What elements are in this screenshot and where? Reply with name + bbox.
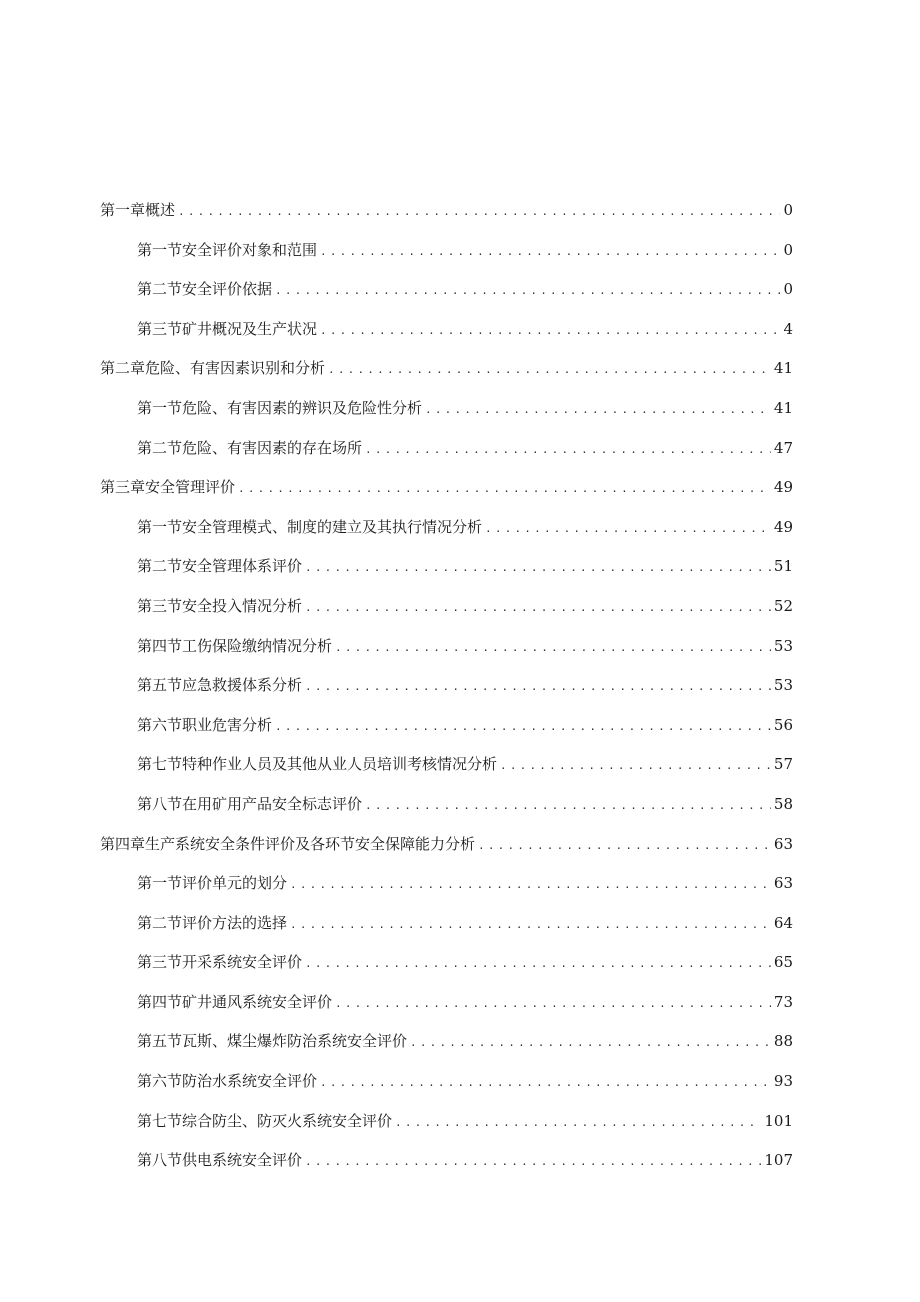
toc-entry-page: 56 [773,715,793,734]
toc-entry-title: 第三节开采系统安全评价 [137,953,303,972]
toc-entry-page: 47 [773,438,793,457]
toc-entry-title: 第二章危险、有害因素识别和分析 [100,359,326,378]
toc-leader-dots [410,1023,771,1063]
toc-entry-page: 63 [773,874,793,893]
toc-entry-title: 第一章概述 [100,201,176,219]
toc-entry[interactable] [100,429,793,469]
toc-entry[interactable] [100,785,793,825]
table-of-contents [100,191,793,1181]
toc-entry[interactable] [100,1062,793,1102]
toc-entry-title: 第三章安全管理评价 [100,478,236,497]
toc-entry-title: 第八节在用矿用产品安全标志评价 [137,794,363,813]
toc-entry[interactable] [100,349,793,389]
toc-entry[interactable] [100,627,793,667]
toc-entry-title: 第四节工伤保险缴纳情况分析 [137,636,333,655]
toc-leader-dots [395,1103,761,1143]
toc-leader-dots [178,192,780,232]
toc-entry[interactable] [100,547,793,587]
toc-entry-page: 57 [773,755,793,774]
toc-entry-page: 65 [773,953,793,972]
toc-entry-title: 第二节安全管理体系评价 [137,557,303,576]
toc-entry-title: 第二节安全评价依据 [137,280,273,299]
toc-leader-dots [365,430,771,470]
toc-entry-title: 第五节瓦斯、煤尘爆炸防治系统安全评价 [137,1032,408,1051]
toc-entry-title: 第四章生产系统安全条件评价及各环节安全保障能力分析 [100,834,476,853]
toc-leader-dots [275,271,780,311]
toc-entry-title: 第七节特种作业人员及其他从业人员培训考核情况分析 [137,755,498,774]
toc-leader-dots [500,746,771,786]
toc-entry-page: 49 [773,517,793,536]
toc-entry[interactable] [100,864,793,904]
toc-entry-page: 52 [773,596,793,615]
toc-entry[interactable] [100,943,793,983]
toc-entry-title: 第八节供电系统安全评价 [137,1151,303,1170]
toc-entry-title: 第五节应急救援体系分析 [137,676,303,695]
toc-entry[interactable] [100,468,793,508]
toc-entry-title: 第一节安全评价对象和范围 [137,240,318,259]
toc-entry[interactable] [100,745,793,785]
toc-entry-page: 41 [773,359,793,378]
toc-entry[interactable] [100,231,793,271]
toc-entry-page: 58 [773,794,793,813]
toc-entry-title: 第三节安全投入情况分析 [137,596,303,615]
toc-leader-dots [290,905,771,945]
toc-entry-title: 第一节评价单元的划分 [137,874,288,893]
toc-entry-page: 101 [764,1111,793,1130]
toc-leader-dots [305,944,771,984]
toc-leader-dots [320,232,780,272]
toc-leader-dots [335,628,771,668]
toc-entry[interactable] [100,270,793,310]
toc-leader-dots [305,1142,761,1182]
toc-entry-title: 第三节矿井概况及生产状况 [137,319,318,338]
toc-entry[interactable] [100,1141,793,1181]
toc-entry-page: 53 [773,636,793,655]
toc-entry-page: 63 [773,834,793,853]
toc-entry[interactable] [100,310,793,350]
toc-leader-dots [320,1063,771,1103]
toc-leader-dots [305,667,771,707]
toc-entry-page: 64 [773,913,793,932]
toc-entry-title: 第二节评价方法的选择 [137,913,288,932]
toc-entry[interactable] [100,825,793,865]
toc-entry-title: 第四节矿井通风系统安全评价 [137,992,333,1011]
toc-entry-title: 第六节职业危害分析 [137,715,273,734]
toc-leader-dots [335,984,771,1024]
toc-entry-page: 49 [773,478,793,497]
toc-entry-page: 4 [783,319,793,338]
toc-entry-page: 0 [783,240,793,259]
toc-entry-page: 73 [773,992,793,1011]
toc-leader-dots [305,548,771,588]
toc-entry-page: 51 [773,557,793,576]
toc-leader-dots [478,826,771,866]
toc-entry[interactable] [100,191,793,231]
toc-leader-dots [328,350,771,390]
toc-entry[interactable] [100,1022,793,1062]
toc-entry[interactable] [100,904,793,944]
toc-leader-dots [320,311,780,351]
toc-leader-dots [290,865,771,905]
toc-entry-title: 第一节安全管理模式、制度的建立及其执行情况分析 [137,517,483,536]
toc-entry[interactable] [100,587,793,627]
toc-entry-page: 0 [783,280,793,299]
toc-leader-dots [238,469,771,509]
toc-entry-page: 53 [773,676,793,695]
toc-entry[interactable] [100,983,793,1023]
toc-leader-dots [275,707,771,747]
toc-entry[interactable] [100,706,793,746]
toc-entry-page: 93 [773,1072,793,1091]
toc-entry[interactable] [100,666,793,706]
toc-entry-page: 41 [773,398,793,417]
toc-entry[interactable] [100,508,793,548]
toc-entry-page: 88 [773,1032,793,1051]
toc-leader-dots [425,390,771,430]
toc-leader-dots [305,588,771,628]
toc-entry-page: 0 [783,201,793,219]
toc-entry-title: 第七节综合防尘、防灭火系统安全评价 [137,1111,393,1130]
toc-entry-title: 第一节危险、有害因素的辨识及危险性分析 [137,398,423,417]
toc-leader-dots [365,786,771,826]
toc-leader-dots [485,509,771,549]
toc-entry[interactable] [100,389,793,429]
toc-entry-page: 107 [764,1151,793,1170]
toc-entry-title: 第二节危险、有害因素的存在场所 [137,438,363,457]
toc-entry[interactable] [100,1102,793,1142]
toc-entry-title: 第六节防治水系统安全评价 [137,1072,318,1091]
